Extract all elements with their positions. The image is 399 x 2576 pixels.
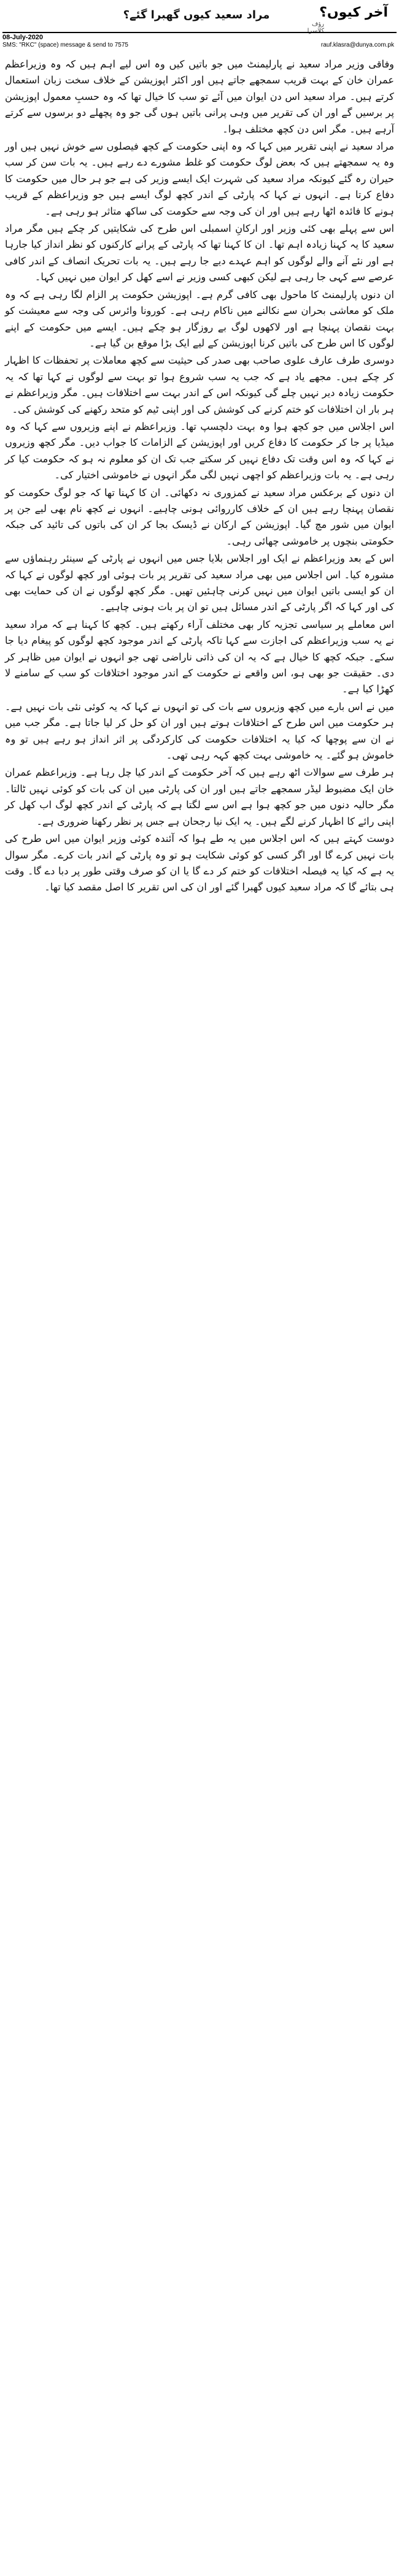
article-paragraph: ہر طرف سے سوالات اٹھ رہے ہیں کہ آخر حکومت کے اندر کیا چل رہا ہے۔ وزیراعظم عمران خان ایک مضبوط لیڈر سمجھے جاتے ہیں اور ان کی پارٹی میں ان کی بات کو کوئی نہیں ٹالتا۔ مگر حالیہ دنوں میں جو کچھ ہوا ہے اس سے لگتا ہے کہ پارٹی کے اندر کچھ لوگ اب کھل کر اپنی رائے کا اظہار کرنے لگے ہیں۔ یہ ایک نیا رجحان ہے جس پر نظر رکھنا ضروری ہے۔ xyxy=(5,766,394,827)
article-paragraph: اس معاملے پر سیاسی تجزیہ کار بھی مختلف آراء رکھتے ہیں۔ کچھ کا کہنا ہے کہ مراد سعید نے یہ سب وزیراعظم کی اجازت سے کہا تاکہ پارٹی کے اندر موجود کچھ لوگوں کو پیغام دیا جا سکے۔ جبکہ کچھ کا خیال ہے کہ یہ ان کی ذاتی ناراضی تھی جو انہوں نے ایوان میں ظاہر کر دی۔ حقیقت جو بھی ہو، اس واقعے نے حکومت کے اندر موجود اختلافات کو سب کے سامنے لا کھڑا کیا ہے۔ xyxy=(5,618,394,695)
article-paragraph: اس کے بعد وزیراعظم نے ایک اور اجلاس بلایا جس میں انہوں نے پارٹی کے سینئر رہنماؤں سے مشورہ کیا۔ اس اجلاس میں بھی مراد سعید کی تقریر پر بات ہوئی اور کچھ لوگوں نے کہا کہ ان کو ایسی باتیں ایوان میں نہیں کرنی چاہئیں تھیں۔ مگر کچھ لوگوں نے ان کی حمایت بھی کی اور کہا کہ اگر پارٹی کے اندر مسائل ہیں تو ان پر بات ہونی چاہیے۔ xyxy=(5,552,394,613)
author-email: rauf.klasra@dunya.com.pk xyxy=(320,42,394,48)
article-paragraph: ان دنوں کے برعکس مراد سعید نے کمزوری نہ دکھائی۔ ان کا کہنا تھا کہ جو لوگ حکومت کو نقصان پہنچا رہے ہیں ان کے خلاف کارروائی ہونی چاہیے۔ انہوں نے کچھ نام بھی لیے جن پر ایوان میں شور مچ گیا۔ اپوزیشن کے ارکان نے ڈیسک بجا کر ان کی باتوں کی تائید کی جبکہ حکومتی بنچوں پر خاموشی چھائی رہی۔ xyxy=(5,486,394,547)
article-paragraph: اس اجلاس میں جو کچھ ہوا وہ بہت دلچسپ تھا۔ وزیراعظم نے اپنے وزیروں سے کہا کہ وہ میڈیا پر جا کر حکومت کا دفاع کریں اور اپوزیشن کے الزامات کا جواب دیں۔ مگر کچھ وزیروں نے کہا کہ وہ اس وقت تک دفاع نہیں کر سکتے جب تک ان کو معلوم نہ ہو کہ حکومت کیا کر رہی ہے۔ یہ بات وزیراعظم کو اچھی نہیں لگی مگر انہوں نے خاموشی اختیار کی۔ xyxy=(5,420,394,481)
article-paragraph: میں نے اس بارے میں کچھ وزیروں سے بات کی تو انہوں نے کہا کہ یہ کوئی نئی بات نہیں ہے۔ ہر حکومت میں اس طرح کے اختلافات ہوتے ہیں اور ان کو حل کر لیا جاتا ہے۔ مگر جب میں نے ان سے پوچھا کہ کیا یہ اختلافات حکومت کی کارکردگی پر اثر انداز ہو رہے ہیں تو وہ خاموش ہو گئے۔ یہ خاموشی بہت کچھ کہہ رہی تھی۔ xyxy=(5,700,394,762)
column-logo-text: آخر کیوں؟ xyxy=(319,5,388,20)
column-logo xyxy=(303,2,395,32)
article-body xyxy=(5,56,394,897)
article-paragraph: اس سے پہلے بھی کئی وزیر اور ارکانِ اسمبلی اس طرح کی شکایتیں کر چکے ہیں مگر مراد سعید کا یہ کہنا زیادہ اہم تھا۔ ان کا کہنا تھا کہ پارٹی کے پرانے کارکنوں کو نظر انداز کیا جارہا ہے اور نئے آنے والے لوگوں کو اہم عہدے دیے جا رہے ہیں۔ یہ بات تحریک انصاف کے اندر کافی عرصے سے کہی جا رہی ہے لیکن کبھی کسی وزیر نے اسے کھل کر ایوان میں نہیں کہا۔ xyxy=(5,223,394,283)
article-paragraph: مراد سعید نے اپنی تقریر میں کہا کہ وہ اپنی حکومت کے کچھ فیصلوں سے خوش نہیں ہیں اور وہ یہ سمجھتے ہیں کہ بعض لوگ حکومت کو غلط مشورے دے رہے ہیں۔ یہ بات سن کر سب حیران رہ گئے کیونکہ مراد سعید کی شہرت ایک ایسے وزیر کی ہے جو ہر حال میں حکومت کا دفاع کرتا ہے۔ انہوں نے کہا کہ پارٹی کے اندر کچھ لوگ ایسے ہیں جو وزیراعظم کے قریب ہونے کا فائدہ اٹھا رہے ہیں اور ان کی وجہ سے حکومت کی ساکھ متاثر ہو رہی ہے۔ xyxy=(5,140,394,217)
article-paragraph: دوست کہتے ہیں کہ اس اجلاس میں یہ طے ہوا کہ آئندہ کوئی وزیر ایوان میں اس طرح کی بات نہیں کرے گا اور اگر کسی کو کوئی شکایت ہو تو وہ پارٹی کے اندر بات کرے۔ مگر سوال یہ ہے کہ کیا یہ فیصلہ اختلافات کو ختم کر دے گا یا ان کو صرف وقتی طور پر دبا دے گا۔ وقت ہی بتائے گا کہ مراد سعید کیوں گھبرا گئے اور ان کی اس تقریر کا اصل مقصد کیا تھا۔ xyxy=(5,833,394,893)
author-name: رؤف کلاسرا xyxy=(307,21,324,34)
publish-date: 08-July-2020 xyxy=(2,34,44,41)
header-divider xyxy=(2,32,397,42)
column-title: مراد سعید کیوں گھبرا گئے؟ xyxy=(123,9,270,21)
column-header xyxy=(0,0,399,48)
article-paragraph: ان دنوں پارلیمنٹ کا ماحول بھی کافی گرم ہے۔ اپوزیشن حکومت پر الزام لگا رہی ہے کہ وہ ملک کو معاشی بحران سے نکالنے میں ناکام رہی ہے۔ کورونا وائرس کی وجہ سے معیشت کو بہت نقصان پہنچا ہے اور لاکھوں لوگ بے روزگار ہو چکے ہیں۔ ایسے میں حکومت کے اپنے لوگوں کا اس طرح کی باتیں کرنا اپوزیشن کے لیے ایک بڑا موقع بن گیا ہے۔ xyxy=(5,288,394,349)
sms-info: SMS: "RKC" (space) message & send to 7575 xyxy=(2,42,128,48)
article-paragraph: دوسری طرف عارف علوی صاحب بھی صدر کی حیثیت سے کچھ معاملات پر تحفظات کا اظہار کر چکے ہیں۔ مجھے یاد ہے کہ جب یہ سب شروع ہوا تو بہت سے لوگوں نے کہا تھا کہ یہ حکومت زیادہ دیر نہیں چلے گی کیونکہ اس کے اندر بہت سے اختلافات ہیں۔ مگر وزیراعظم نے ہر بار ان اختلافات کو ختم کرنے کی کوشش کی اور اپنی ٹیم کو متحد رکھنے کی کوشش کی۔ xyxy=(5,354,394,415)
article-paragraph: وفاقی وزیر مراد سعید نے پارلیمنٹ میں جو باتیں کیں وہ اس لیے اہم ہیں کہ وہ وزیراعظم عمران خان کے بہت قریب سمجھے جاتے ہیں اور اکثر اپوزیشن کے خلاف سخت زبان استعمال کرتے ہیں۔ مراد سعید اس دن ایوان میں آئے تو سب کا خیال تھا کہ وہ حسبِ معمول اپوزیشن پر برسیں گے اور ان کی تقریر میں وہی پرانی باتیں ہوں گی جو وہ پچھلے دو برسوں سے کرتے آرہے ہیں۔ مگر اس دن کچھ مختلف ہوا۔ xyxy=(5,58,394,135)
